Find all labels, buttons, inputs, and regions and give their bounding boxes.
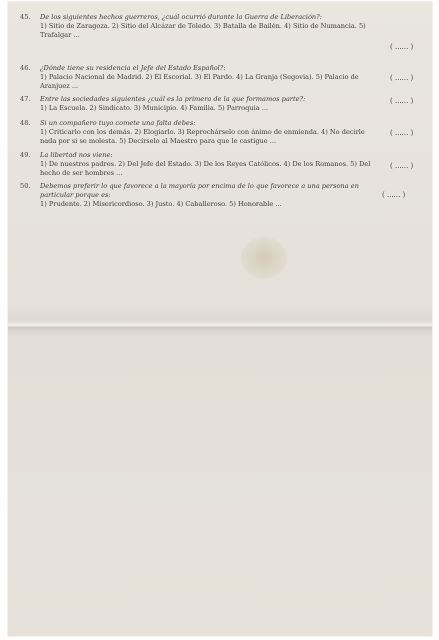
answer-blank: ( ...... ) — [390, 43, 414, 51]
question-prompt: ¿Dónde tiene su residencia el Jefe del Estado Español?: — [40, 64, 226, 72]
question-number: 49. — [20, 151, 31, 159]
question-options: 1) Prudente. 2) Misericordioso. 3) Justo. 4) Caballeroso. 5) Honorable ... — [40, 200, 282, 208]
question-options: 1) Palacio Nacional de Madrid. 2) El Escorial. 3) El Pardo. 4) La Granja (Segovia). 5) Palacio de Aranjuez ... — [40, 73, 359, 90]
answer-blank: ( ...... ) — [390, 129, 414, 137]
question-number: 50. — [20, 182, 31, 190]
paper-fold — [8, 320, 432, 332]
question-prompt: Si un compañero tuyo comete una falta debes: — [40, 119, 196, 127]
question-options: 1) Criticarlo con los demás. 2) Elogiarlo. 3) Reprochárselo con ánimo de enmienda. 4) No decirle nada por si se molesta. 5) Decírselo al Maestro para que le castigue ... — [40, 128, 365, 145]
answer-blank: ( ...... ) — [390, 97, 414, 105]
question-options: 1) De nuestros padres. 2) Del Jefe del Estado. 3) De los Reyes Católicos. 4) De los Romanos. 5) Del hecho de ser hombres ... — [40, 160, 371, 177]
question-options: 1) Sitio de Zaragoza. 2) Sitio del Alcázar de Toledo. 3) Batalla de Bailén. 4) Sitio de Numancia. 5) Trafalgar ... — [40, 22, 366, 39]
question-prompt: La libertad nos viene: — [40, 151, 113, 159]
question-prompt: Debemos preferir lo que favorece a la mayoría por encima de lo que favorece a una persona en particular porque es: — [40, 182, 359, 199]
answer-blank: ( ...... ) — [382, 191, 406, 199]
answer-blank: ( ...... ) — [390, 74, 414, 82]
question-options: 1) La Escuela. 2) Sindicato. 3) Municipio. 4) Familia. 5) Parroquia ... — [40, 104, 269, 112]
question-number: 47. — [20, 95, 31, 103]
question-prompt: Entre las sociedades siguientes ¿cuál es la primera de la que formamos parte?: — [40, 95, 306, 103]
answer-blank: ( ...... ) — [390, 162, 414, 170]
exam-page — [8, 2, 432, 636]
question-number: 48. — [20, 119, 31, 127]
question-prompt: De los siguientes hechos guerreros, ¿cuál ocurrió durante la Guerra de Liberación?: — [40, 13, 322, 21]
paper-stain — [241, 237, 287, 279]
question-number: 45. — [20, 13, 31, 21]
question-number: 46. — [20, 64, 31, 72]
